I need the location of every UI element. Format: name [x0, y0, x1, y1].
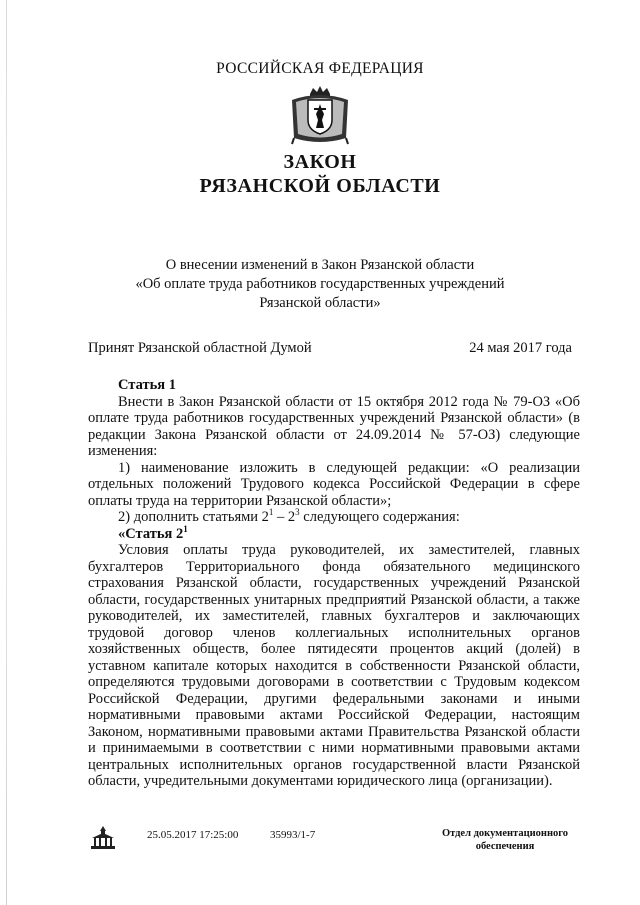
sub-article-paragraph: Условия оплаты труда руководителей, их заместителей, главных бухгалтеров Территориального фонда обязательного медицинского страхования Рязанской области, государственных учреждений Рязанской области, государственных унитарных предприятий Рязанской области, а также руководителей, их заместителей, главных бухгалтеров и заключающих трудовой договор членов коллегиальных исполнительных органов хозяйственных обществ, более пятидесяти процентов акций (долей) в уставном капитале которых находится в собственности Рязанской области, определяются трудовыми договорами в соответствии с Трудовым кодексом Российской Федерации, другими федеральными законами и иными нормативными правовыми актами Российской Федерации, настоящим Законом, нормативными правовыми актами Правительства Рязанской области и принимаемыми в соответствии с ними нормативными правовыми актами центральных исполнительных органов государственной власти Рязанской области, учредительными документами юридического лица (организации).: [88, 542, 580, 789]
sub-heading-sup: 1: [183, 523, 188, 534]
item2-text-c: следующего содержания:: [299, 509, 460, 525]
law-title-line2: РЯЗАНСКОЙ ОБЛАСТИ: [199, 175, 441, 197]
adopted-by: Принят Рязанской областной Думой: [88, 340, 312, 356]
law-title: [0, 150, 640, 198]
subject-line2: «Об оплате труда работников государственных учреждений: [135, 276, 505, 292]
page-edge: [6, 0, 7, 905]
article-heading: Статья 1: [118, 377, 176, 393]
law-subject: [0, 256, 640, 313]
coat-of-arms-icon: [286, 84, 354, 146]
subject-line1: О внесении изменений в Закон Рязанской области: [165, 257, 475, 273]
law-title-line1: ЗАКОН: [283, 151, 357, 173]
country-title: РОССИЙСКАЯ ФЕДЕРАЦИЯ: [216, 60, 424, 77]
document-body: [88, 377, 580, 790]
sub-heading-text: «Статья 2: [118, 525, 184, 542]
item2-sup-1: 1: [268, 507, 274, 518]
item2-text-b: – 2: [273, 509, 296, 525]
footer-department: [430, 827, 580, 853]
amendment-item-2: [88, 509, 580, 526]
footer-timestamp: 25.05.2017 17:25:00: [147, 829, 239, 841]
item2-text-a: 2) дополнить статьями 2: [118, 509, 269, 525]
subject-line3: Рязанской области»: [259, 295, 381, 311]
footer-dept-line1: Отдел документационного: [441, 828, 569, 839]
footer-dept-line2: обеспечения: [475, 841, 535, 852]
article-paragraph: Внести в Закон Рязанской области от 15 октября 2012 года № 79-ОЗ «Об оплате труда работников государственных учреждений Рязанской области» (в редакции Закона Рязанской области от 24.09.2014 № 57-ОЗ) следующие изменения:: [88, 393, 580, 459]
item2-sup-2: 3: [295, 507, 300, 518]
amendment-item-1: 1) наименование изложить в следующей редакции: «О реализации отдельных положений Трудового кодекса Российской Федерации в сфере оплаты труда на территории Рязанской области»;: [88, 459, 580, 509]
adopted-date: 24 мая 2017 года: [469, 340, 572, 356]
duma-logo-icon: [88, 824, 118, 852]
sub-article-heading: [88, 523, 580, 543]
footer-doc-number: 35993/1-7: [270, 829, 316, 841]
